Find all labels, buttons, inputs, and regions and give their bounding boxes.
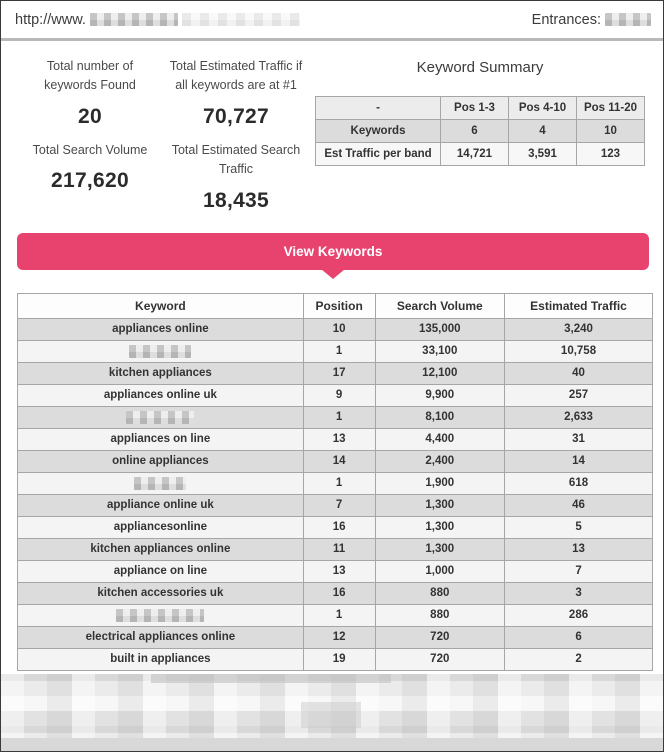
keyword-cell: appliancesonline: [18, 516, 304, 538]
keyword-summary-title: Keyword Summary: [416, 59, 544, 76]
search-volume-cell: 12,100: [375, 362, 505, 384]
search-volume-cell: 1,900: [375, 472, 505, 494]
summary-row: [316, 143, 645, 166]
keywords-table-wrap: [1, 281, 663, 671]
table-row: [18, 648, 653, 670]
estimated-traffic-cell: 3: [505, 582, 653, 604]
position-cell: 13: [303, 428, 375, 450]
keyword-summary-table: [315, 96, 645, 166]
table-row: [18, 362, 653, 384]
search-volume-cell: 1,300: [375, 538, 505, 560]
keywords-table-body: [18, 318, 653, 670]
redacted-keyword: [134, 477, 186, 490]
search-volume-cell: 1,300: [375, 494, 505, 516]
summary-row-label: Keywords: [316, 120, 441, 143]
redacted-footer-strip: [1, 738, 663, 751]
keyword-cell: [18, 604, 304, 626]
position-cell: 11: [303, 538, 375, 560]
search-volume-cell: 1,000: [375, 560, 505, 582]
summary-value-cell: 14,721: [441, 143, 509, 166]
search-volume-cell: 720: [375, 626, 505, 648]
summary-row: [316, 120, 645, 143]
redacted-keyword: [129, 345, 191, 358]
redacted-domain: [90, 13, 178, 26]
position-cell: 14: [303, 450, 375, 472]
stats-panel: [17, 55, 309, 225]
table-row: [18, 560, 653, 582]
estimated-traffic-cell: 257: [505, 384, 653, 406]
stat-label: Total Estimated Search Traffic: [171, 142, 301, 177]
table-row: [18, 472, 653, 494]
estimated-traffic-cell: 40: [505, 362, 653, 384]
keyword-cell: appliance online uk: [18, 494, 304, 516]
stat-value: 217,620: [50, 169, 129, 193]
search-volume-cell: 1,300: [375, 516, 505, 538]
table-row: [18, 318, 653, 340]
table-row: [18, 428, 653, 450]
table-row: [18, 626, 653, 648]
position-cell: 16: [303, 582, 375, 604]
keyword-summary-panel: [309, 55, 647, 225]
info-section: [1, 41, 663, 225]
search-volume-cell: 135,000: [375, 318, 505, 340]
stat-value: 18,435: [202, 188, 270, 212]
search-volume-cell: 720: [375, 648, 505, 670]
stat-label: Total Estimated Traffic if all keywords are at #1: [169, 59, 303, 93]
summary-value-cell: 10: [576, 120, 644, 143]
summary-col-header: Pos 11-20: [576, 97, 644, 120]
position-cell: 1: [303, 340, 375, 362]
summary-row-label: Est Traffic per band: [316, 143, 441, 166]
column-header-position: Position: [303, 293, 375, 318]
position-cell: 1: [303, 472, 375, 494]
view-keywords-button[interactable]: View Keywords: [17, 233, 649, 270]
keywords-table: [17, 293, 653, 671]
estimated-traffic-cell: 31: [505, 428, 653, 450]
table-row: [18, 538, 653, 560]
column-header-keyword: Keyword: [18, 293, 304, 318]
keywords-header-row: [18, 293, 653, 318]
keyword-cell: kitchen accessories uk: [18, 582, 304, 604]
stat-value: 20: [78, 104, 102, 128]
keyword-cell: appliance on line: [18, 560, 304, 582]
estimated-traffic-cell: 46: [505, 494, 653, 516]
estimated-traffic-cell: 13: [505, 538, 653, 560]
position-cell: 17: [303, 362, 375, 384]
table-row: [18, 384, 653, 406]
stat-value: 70,727: [202, 104, 270, 128]
redacted-keyword: [116, 609, 204, 622]
position-cell: 16: [303, 516, 375, 538]
keyword-cell: kitchen appliances: [18, 362, 304, 384]
keyword-cell: electrical appliances online: [18, 626, 304, 648]
estimated-traffic-cell: 5: [505, 516, 653, 538]
table-row: [18, 450, 653, 472]
estimated-traffic-cell: 2: [505, 648, 653, 670]
url-prefix: http://www.: [15, 11, 86, 28]
search-volume-cell: 8,100: [375, 406, 505, 428]
search-volume-cell: 33,100: [375, 340, 505, 362]
position-cell: 10: [303, 318, 375, 340]
summary-value-cell: 6: [441, 120, 509, 143]
estimated-traffic-cell: 286: [505, 604, 653, 626]
estimated-traffic-cell: 14: [505, 450, 653, 472]
position-cell: 7: [303, 494, 375, 516]
redacted-footer-patch: [301, 702, 361, 728]
stat-label: Total Search Volume: [32, 142, 148, 157]
estimated-traffic-cell: 6: [505, 626, 653, 648]
position-cell: 12: [303, 626, 375, 648]
redacted-entrances-value: [605, 13, 651, 26]
keyword-cell: online appliances: [18, 450, 304, 472]
stats-column-1: [17, 55, 163, 225]
position-cell: 13: [303, 560, 375, 582]
keyword-cell: [18, 472, 304, 494]
keyword-cell: kitchen appliances online: [18, 538, 304, 560]
table-row: [18, 494, 653, 516]
estimated-traffic-cell: 10,758: [505, 340, 653, 362]
table-row: [18, 604, 653, 626]
summary-value-cell: 4: [509, 120, 577, 143]
summary-col-header: Pos 1-3: [441, 97, 509, 120]
summary-col-header: Pos 4-10: [509, 97, 577, 120]
view-keywords-wrap: [1, 225, 663, 281]
position-cell: 19: [303, 648, 375, 670]
table-row: [18, 340, 653, 362]
keyword-cell: appliances online uk: [18, 384, 304, 406]
stats-column-2: [163, 55, 309, 225]
entrances-label: Entrances:: [531, 11, 601, 28]
keyword-cell: built in appliances: [18, 648, 304, 670]
keyword-cell: [18, 340, 304, 362]
search-volume-cell: 4,400: [375, 428, 505, 450]
search-volume-cell: 2,400: [375, 450, 505, 472]
summary-value-cell: 123: [576, 143, 644, 166]
position-cell: 9: [303, 384, 375, 406]
top-bar: [1, 1, 663, 41]
table-row: [18, 516, 653, 538]
table-row: [18, 582, 653, 604]
estimated-traffic-cell: 7: [505, 560, 653, 582]
column-header-search-volume: Search Volume: [375, 293, 505, 318]
summary-table-body: [316, 120, 645, 166]
search-volume-cell: 880: [375, 604, 505, 626]
estimated-traffic-cell: 618: [505, 472, 653, 494]
keyword-cell: [18, 406, 304, 428]
search-volume-cell: 880: [375, 582, 505, 604]
search-volume-cell: 9,900: [375, 384, 505, 406]
position-cell: 1: [303, 406, 375, 428]
estimated-traffic-cell: 2,633: [505, 406, 653, 428]
keyword-cell: appliances on line: [18, 428, 304, 450]
keyword-cell: appliances online: [18, 318, 304, 340]
redacted-footer-region: [1, 674, 663, 752]
redacted-domain-tail: [182, 13, 300, 26]
summary-value-cell: 3,591: [509, 143, 577, 166]
redacted-footer-patch: [151, 674, 391, 683]
position-cell: 1: [303, 604, 375, 626]
estimated-traffic-cell: 3,240: [505, 318, 653, 340]
table-row: [18, 406, 653, 428]
summary-header-row: [316, 97, 645, 120]
summary-col-header: -: [316, 97, 441, 120]
stat-label: Total number of keywords Found: [44, 59, 136, 93]
column-header-estimated-traffic: Estimated Traffic: [505, 293, 653, 318]
redacted-keyword: [126, 411, 194, 424]
